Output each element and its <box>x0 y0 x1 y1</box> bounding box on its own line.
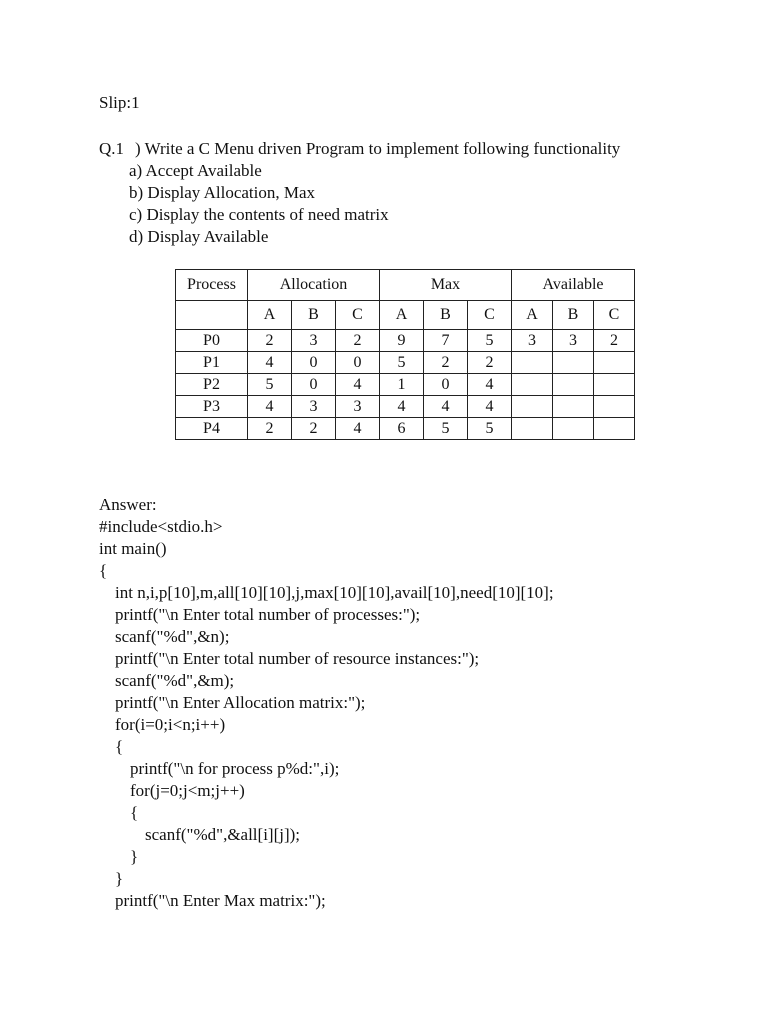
header-process: Process <box>176 270 248 301</box>
available-b-cell <box>553 396 594 418</box>
max-c-cell: 5 <box>468 418 512 440</box>
available-c-cell <box>594 374 635 396</box>
process-cell: P0 <box>176 330 248 352</box>
question-text: ) Write a C Menu driven Program to implement following functionality <box>135 139 621 158</box>
subheader-avail-a: A <box>512 301 553 330</box>
question-item-d: d) Display Available <box>129 227 269 246</box>
allocation-a-cell: 2 <box>248 418 292 440</box>
allocation-b-cell: 3 <box>292 330 336 352</box>
table-row <box>176 396 635 418</box>
available-b-cell: 3 <box>553 330 594 352</box>
code-listing <box>99 516 554 912</box>
allocation-a-cell: 2 <box>248 330 292 352</box>
code-line: printf("\n for process p%d:",i); <box>130 759 340 778</box>
question-line <box>99 138 620 160</box>
question-block <box>99 138 620 248</box>
subheader-max-c: C <box>468 301 512 330</box>
allocation-c-cell: 2 <box>336 330 380 352</box>
max-a-cell: 5 <box>380 352 424 374</box>
available-a-cell <box>512 352 553 374</box>
code-line: printf("\n Enter total number of resource instances:"); <box>115 649 480 668</box>
table-row <box>176 352 635 374</box>
allocation-b-cell: 2 <box>292 418 336 440</box>
allocation-b-cell: 0 <box>292 374 336 396</box>
subheader-empty-cell <box>176 301 248 330</box>
code-line: { <box>99 561 108 580</box>
allocation-c-cell: 4 <box>336 374 380 396</box>
header-allocation: Allocation <box>248 270 380 301</box>
max-c-cell: 2 <box>468 352 512 374</box>
allocation-c-cell: 3 <box>336 396 380 418</box>
max-c-cell: 5 <box>468 330 512 352</box>
max-a-cell: 4 <box>380 396 424 418</box>
header-available: Available <box>512 270 635 301</box>
available-c-cell: 2 <box>594 330 635 352</box>
code-line: #include<stdio.h> <box>99 517 223 536</box>
allocation-c-cell: 4 <box>336 418 380 440</box>
code-line: for(i=0;i<n;i++) <box>115 715 226 734</box>
code-line: scanf("%d",&m); <box>115 671 235 690</box>
allocation-a-cell: 5 <box>248 374 292 396</box>
code-line: scanf("%d",&all[i][j]); <box>145 825 301 844</box>
available-c-cell <box>594 352 635 374</box>
subheader-max-a: A <box>380 301 424 330</box>
subheader-max-b: B <box>424 301 468 330</box>
available-c-cell <box>594 418 635 440</box>
subheader-avail-c: C <box>594 301 635 330</box>
max-b-cell: 4 <box>424 396 468 418</box>
table-row <box>176 330 635 352</box>
max-b-cell: 5 <box>424 418 468 440</box>
code-line: { <box>115 737 124 756</box>
header-max: Max <box>380 270 512 301</box>
allocation-a-cell: 4 <box>248 396 292 418</box>
table-row <box>176 418 635 440</box>
available-c-cell <box>594 396 635 418</box>
available-a-cell <box>512 418 553 440</box>
question-item-c: c) Display the contents of need matrix <box>129 205 389 224</box>
max-b-cell: 2 <box>424 352 468 374</box>
code-line: } <box>115 869 124 888</box>
process-cell: P2 <box>176 374 248 396</box>
question-item-a: a) Accept Available <box>129 161 262 180</box>
max-a-cell: 1 <box>380 374 424 396</box>
max-a-cell: 9 <box>380 330 424 352</box>
code-line: int n,i,p[10],m,all[10][10],j,max[10][10],avail[10],need[10][10]; <box>115 583 554 602</box>
available-a-cell: 3 <box>512 330 553 352</box>
available-a-cell <box>512 374 553 396</box>
code-line: printf("\n Enter total number of processes:"); <box>115 605 421 624</box>
allocation-a-cell: 4 <box>248 352 292 374</box>
max-b-cell: 0 <box>424 374 468 396</box>
question-item-b: b) Display Allocation, Max <box>129 183 316 202</box>
max-a-cell: 6 <box>380 418 424 440</box>
code-line: { <box>130 803 139 822</box>
subheader-alloc-a: A <box>248 301 292 330</box>
code-line: printf("\n Enter Max matrix:"); <box>115 891 326 910</box>
available-b-cell <box>553 352 594 374</box>
answer-label: Answer: <box>99 495 157 514</box>
code-line: printf("\n Enter Allocation matrix:"); <box>115 693 366 712</box>
process-cell: P3 <box>176 396 248 418</box>
code-line: for(j=0;j<m;j++) <box>130 781 245 800</box>
question-number: Q.1 <box>99 139 125 158</box>
table-header-row <box>176 270 635 301</box>
code-line: int main() <box>99 539 167 558</box>
process-cell: P4 <box>176 418 248 440</box>
slip-title: Slip:1 <box>99 93 140 112</box>
resource-table <box>175 269 635 440</box>
available-a-cell <box>512 396 553 418</box>
available-b-cell <box>553 418 594 440</box>
available-b-cell <box>553 374 594 396</box>
code-line: } <box>130 847 139 866</box>
allocation-b-cell: 3 <box>292 396 336 418</box>
table-subheader-row <box>176 301 635 330</box>
max-b-cell: 7 <box>424 330 468 352</box>
subheader-avail-b: B <box>553 301 594 330</box>
allocation-c-cell: 0 <box>336 352 380 374</box>
allocation-b-cell: 0 <box>292 352 336 374</box>
process-cell: P1 <box>176 352 248 374</box>
max-c-cell: 4 <box>468 396 512 418</box>
subheader-alloc-b: B <box>292 301 336 330</box>
code-line: scanf("%d",&n); <box>115 627 230 646</box>
subheader-alloc-c: C <box>336 301 380 330</box>
max-c-cell: 4 <box>468 374 512 396</box>
table-row <box>176 374 635 396</box>
answer-block <box>99 494 554 912</box>
